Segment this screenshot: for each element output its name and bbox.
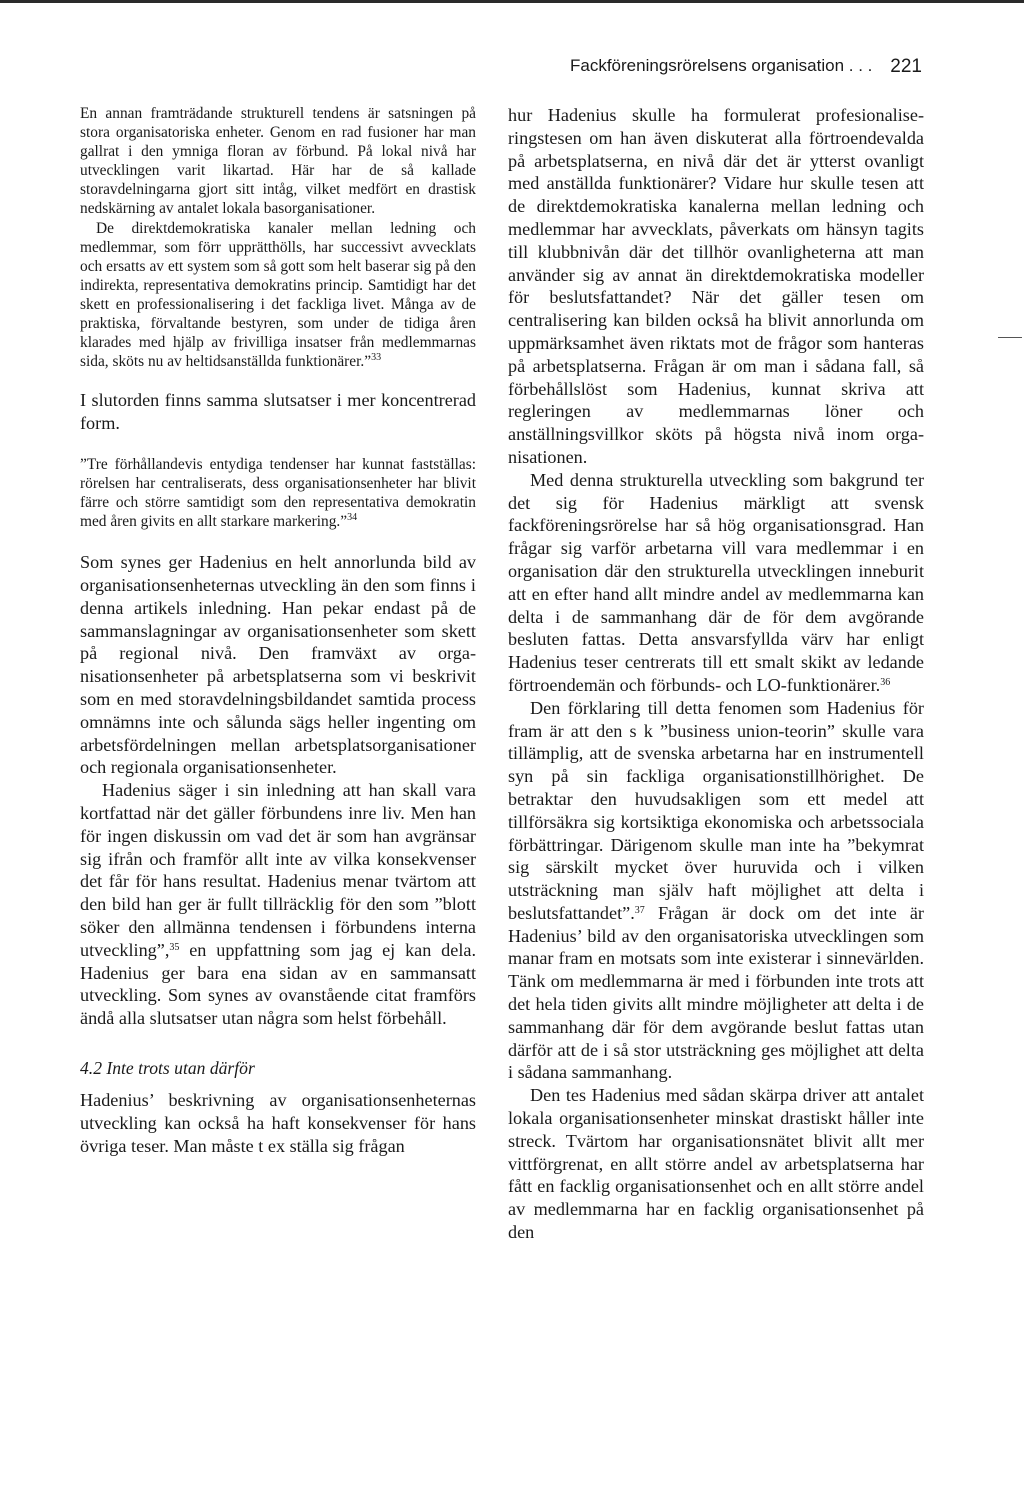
block-quote-1-paragraph-1: En annan framträdande strukturell tendens är satsningen på stora organisatoriska enheter. Genom en rad fusioner har man gallrat i den ymniga floran av förbund. På lokal nivå har utvecklingen varit likartad. Här har de så kallade storavdelningarna gjort sitt intåg, vilket medfört en drastisk nedskärning av antalet lokala basorganisationer. <box>80 105 476 218</box>
block-quote-1-paragraph-2 <box>80 219 476 372</box>
running-header <box>570 56 922 76</box>
paragraph-text: Den förklaring till detta fenomen som Hadenius för fram är att den s k ”business union-teorin” skulle vara tillämplig, att de svenska arbetarna har en instrumentell syn på sin fackliga organisationstillhörighet. De betraktar den huvudsakligen som ett medel att tillförsäkra sig kortsiktiga ekonomiska och arbetssociala förbättringar. Därigenom skulle man inte ha ”bekymrat sig särskilt mycket över huruvida och i vilken utsträckning man själv haft möjlighet att delta i beslutsfattandet”. <box>508 697 924 923</box>
paragraph-text: Med denna strukturella utveckling som bakgrund ter det sig för Hadenius märkligt att svensk fackföreningsrörelse har så hög organisationsgrad. Han frågar sig varför arbetarna vill vara medlemmar i en organisation där den strukturella utvecklingen inneburit att en efter hand allt mindre andel av medlemmarna kan delta i de sammanhang där de för dem avgörande besluten fattas. Detta ansvarsfyllda värv har enligt Hadenius teser centrerats till ett smalt skikt av ledande förtroendemän och förbunds- och LO-funktionärer. <box>508 469 924 695</box>
running-title: Fackföreningsrörelsens organisation . . . <box>570 56 873 75</box>
left-column <box>80 104 476 1157</box>
body-paragraph-5 <box>508 469 924 697</box>
footnote-ref-36: 36 <box>880 676 891 688</box>
body-paragraph-1: Som synes ger Hadenius en helt annorlunda bild av organisationsenheternas utveckling än den som finns i denna artikels inledning. Han pekar endast på de sammanslagningar av organisationsenheter som skett på regional nivå. Den framväxt av organisationsenheter på arbetsplatserna som vi beskrivit som en med storavdelningsbildandet samtida process omnämns inte och sålunda sägs heller ingenting om arbetsfördelningen mellan arbetsplatsorganisationer och regionala organisationsenheter. <box>80 552 476 778</box>
body-paragraph-2 <box>80 779 476 1030</box>
body-paragraph-7: Den tes Hadenius med sådan skärpa driver att antalet lokala organisationsenheter minskat drastiskt håller inte streck. Tvärtom har organisationsnätet blivit allt mer vittförgrenat, en allt större andel av arbetsplatserna har fått en facklig organisationsenhet och en allt större andel av medlemmarna har en facklig organisationsenhet på den <box>508 1085 924 1243</box>
body-paragraph-3: Hadenius’ beskrivning av organisationsenheternas utveckling kan också ha haft konsekvenser för hans övriga teser. Man måste t ex ställa sig frågan <box>80 1090 476 1156</box>
right-column <box>508 104 924 1244</box>
quote-text: ”Tre förhållandevis entydiga tendenser har kunnat fastställas: rörelsen har centraliserats, dess organisationsenheter har blivit färre och större samtidigt som den representativa demokratin med åren givits en allt starkare markering.” <box>80 455 476 531</box>
footnote-ref-35: 35 <box>169 941 180 953</box>
footnote-ref-37: 37 <box>634 904 645 916</box>
block-quote-2 <box>80 455 476 531</box>
footnote-ref-33: 33 <box>371 352 382 364</box>
page-number: 221 <box>890 56 922 77</box>
section-heading: 4.2 Inte trots utan därför <box>80 1058 255 1079</box>
top-rule <box>0 0 1024 3</box>
paragraph-text: Frågan är dock om det inte är Hadenius’ bild av den organisatoriska utvecklingen som manar fram en motsats som inte existerar i sinnevärlden. Tänk om medlemmarna är med i förbunden inte trots att det hela tiden givits allt mindre möjligheter att delta i de sammanhang där för dem avgörande beslut fattas utan därför att de i så stor utsträckning ges möjlighet att delta i sådana sammanhang. <box>508 902 924 1083</box>
paragraph-text: Hadenius säger i sin inledning att han skall vara kortfattad när det gäller förbundens inre liv. Men han för ingen diskussin om vad det är som han avgränsar sig ifrån och framför allt inte av vilka konsekvenser det får för hans resultat. Hadenius menar tvärtom att den bild han ger är fullt tillräcklig för den som ”blott söker den allmänna tendensen i förbundens interna utveckling”, <box>80 780 476 960</box>
paragraph-text: en uppfattning som jag ej kan dela. Hadenius ger bara ena sidan av en sammansatt utveckling. Som synes av ovanstående citat framförs ändå alla slutsatser utan några som helst förbehåll. <box>80 939 476 1029</box>
margin-mark <box>998 337 1022 338</box>
intro-paragraph: I slutorden finns samma slutsatser i mer koncentrerad form. <box>80 390 476 434</box>
body-paragraph-4: hur Hadenius skulle ha formulerat profesionaliseringstesen om han även diskuterat alla förtroendevalda på arbetsplatserna, en nivå där det är ytterst ovanligt med anställda funktionärer? Vidare hur skulle tesen att de direktdemokratiska kanalerna mellan ledning och medlemmar har avvecklats, påverkats om hänsyn tagits till klubbnivån där det tillhör ovanligheterna att man använder sig av annat än direktdemokratiska modeller för beslutsfattandet? När det gäller tesen om centralisering kan bilden också ha blivit annorlunda om uppmärksamhet även riktats mot de frågor som hanteras på arbetsplatserna. Frågan är om man i sådana fall, så förbehållslöst som Hadenius, kunnat skriva att regleringen av medlemmarnas löner och anställningsvillkor sköts på högsta nivå inom organisationen. <box>508 105 924 467</box>
body-paragraph-6 <box>508 697 924 1085</box>
quote-text: De direktdemokratiska kanaler mellan ledning och medlemmar, som förr upprätthölls, har successivt avvecklats och ersatts av ett system som så gott som helt baserar sig på den indirekta, representativa demokratins princip. Samtidigt har det skett en professionalisering i det fackliga livet. Många av de praktiska, förvaltande bestyren, som under de tidiga åren klarades med hjälp av frivilliga insatser från medlemmarnas sida, sköts nu av heltidsanställda funktionärer.” <box>80 219 476 371</box>
footnote-ref-34: 34 <box>347 512 358 524</box>
